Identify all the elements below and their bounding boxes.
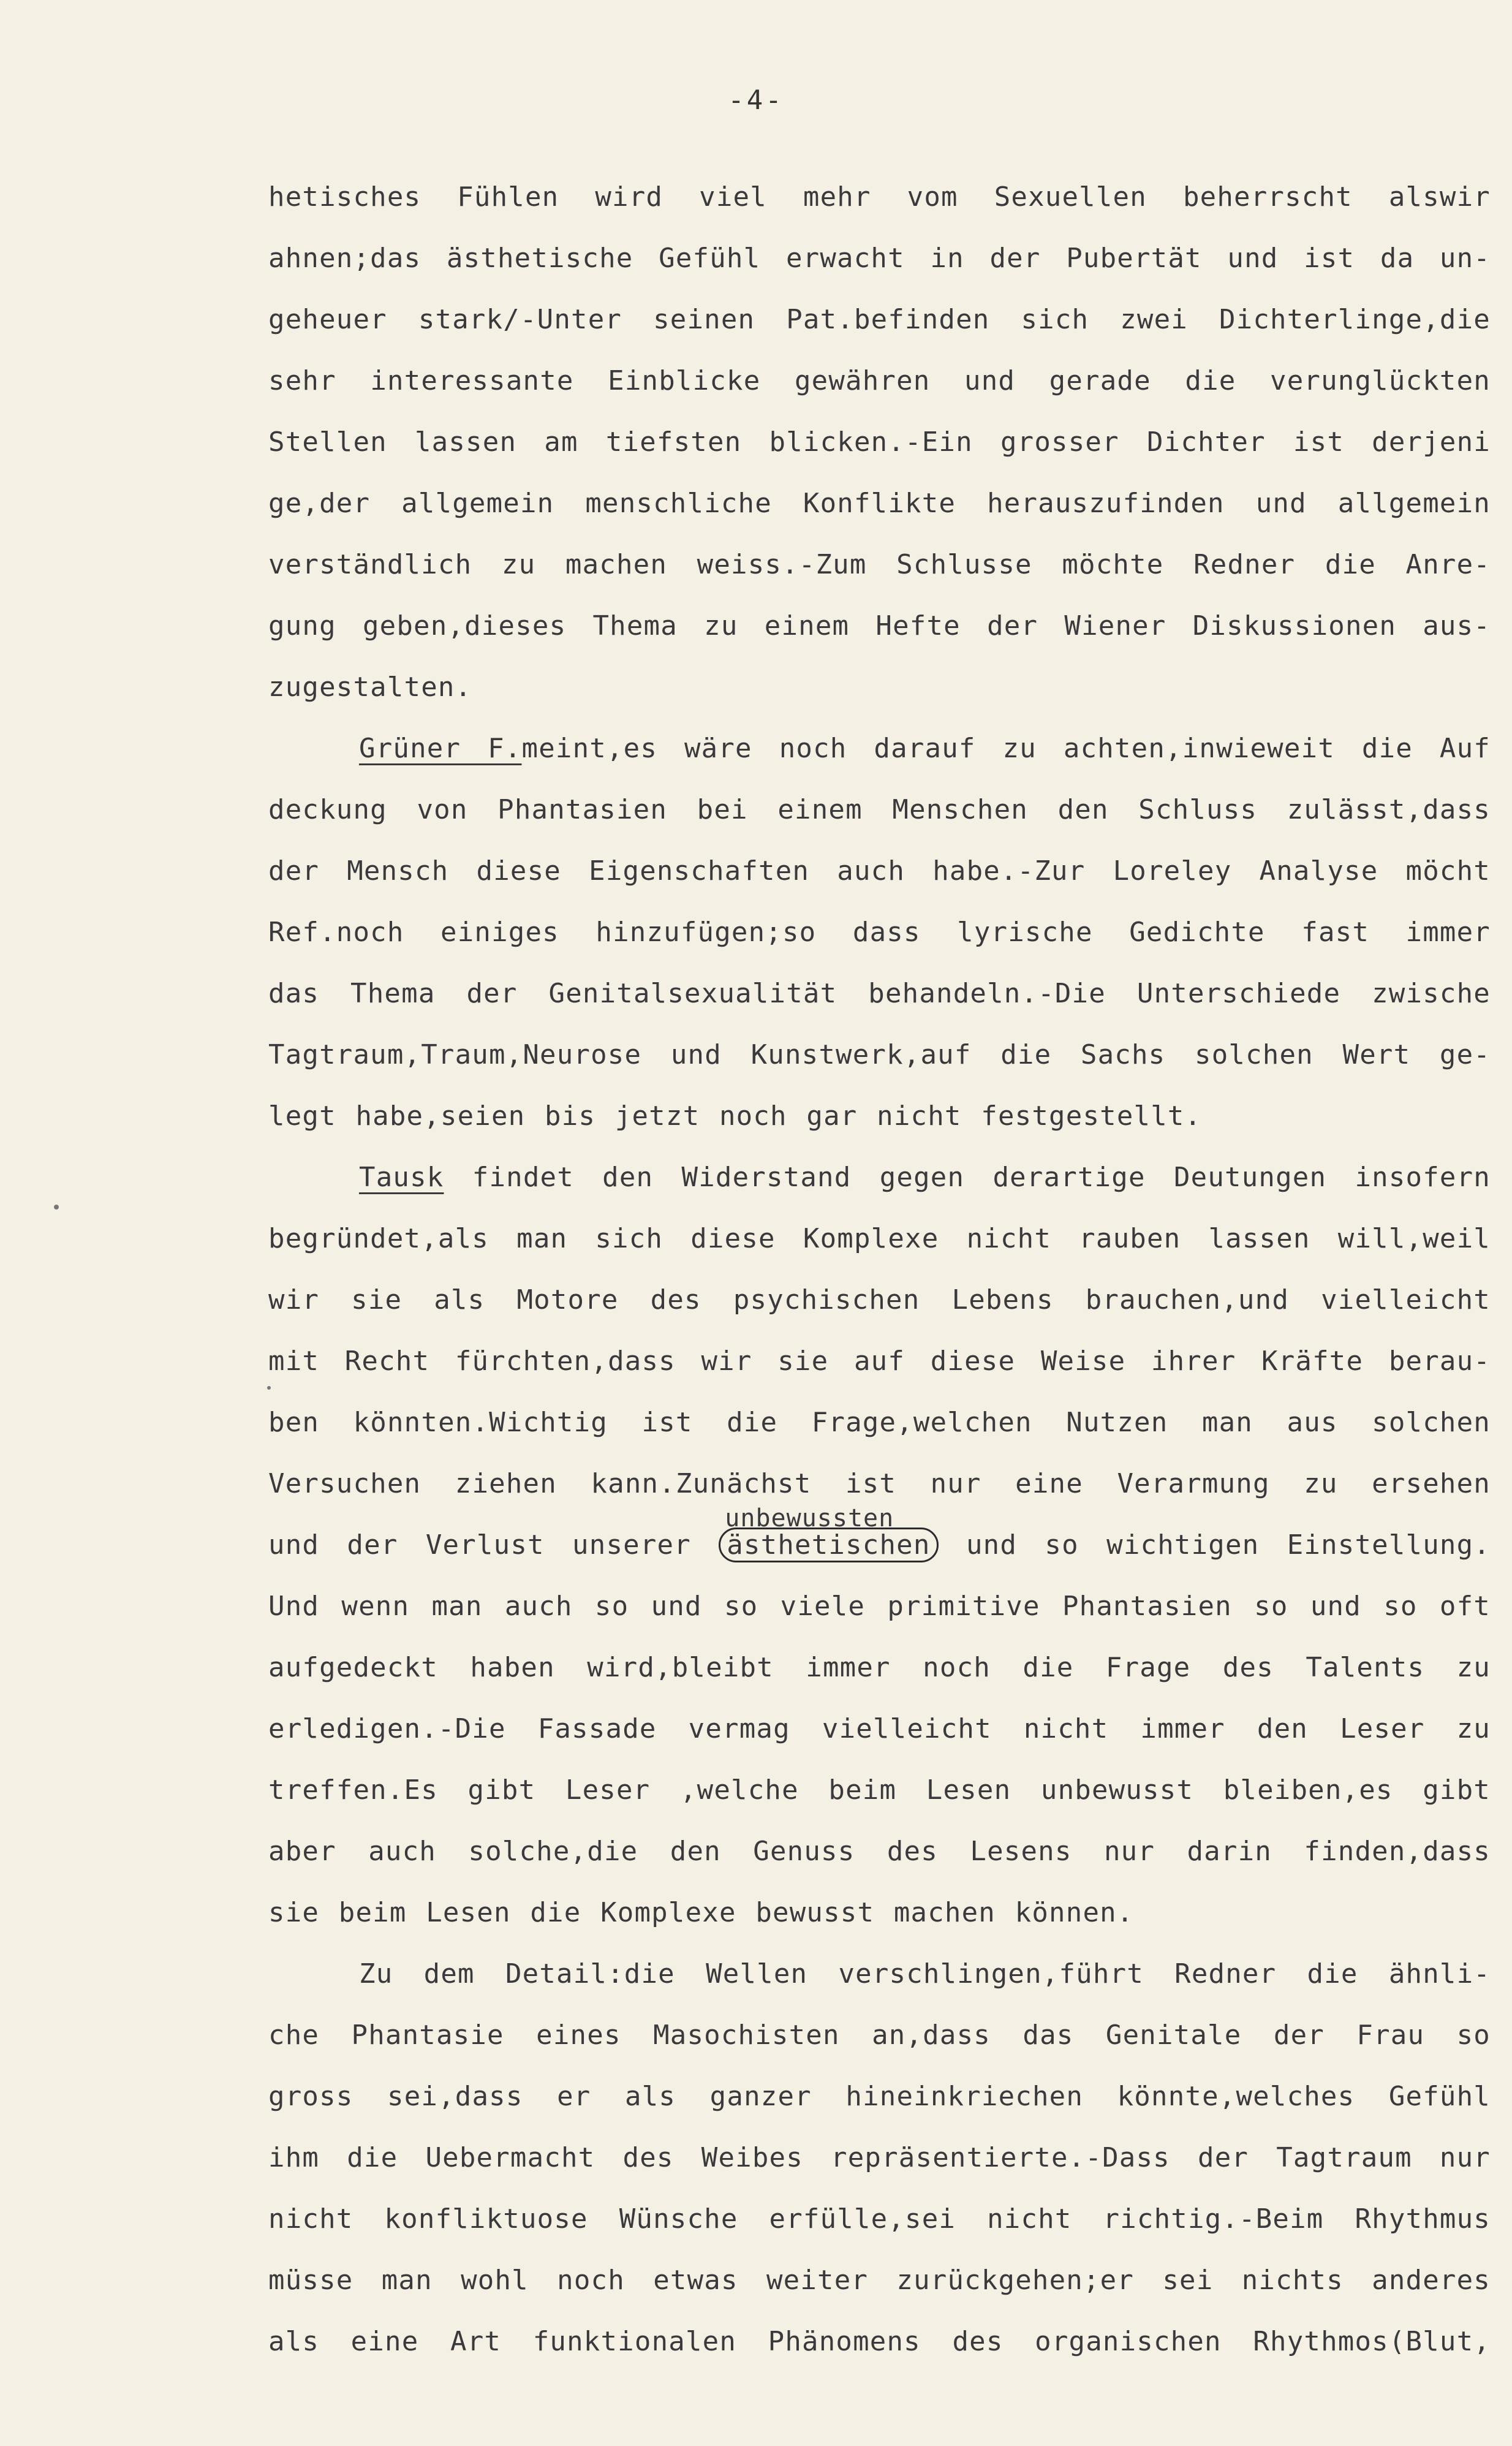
text-line	[268, 1158, 1491, 1219]
text-line: Tagtraum,Traum,Neurose und Kunstwerk,auf die Sachs solchen Wert ge-	[268, 1039, 1491, 1070]
inserted-word: unbewussten	[725, 1504, 894, 1532]
text-line: zugestalten.	[268, 672, 472, 703]
text-line: erledigen.-Die Fassade vermag vielleicht nicht immer den Leser zu	[268, 1713, 1491, 1744]
text-line: nicht konfliktuose Wünsche erfülle,sei nicht richtig.-Beim Rhythmus	[268, 2203, 1491, 2235]
text-line: geheuer stark/-Unter seinen Pat.befinden sich zwei Dichterlinge,die	[268, 304, 1491, 335]
text-line: gung geben,dieses Thema zu einem Hefte der Wiener Diskussionen aus-	[268, 610, 1491, 642]
text-line-with-insertion	[268, 1504, 1491, 1587]
text-line: ihm die Uebermacht des Weibes repräsentierte.-Dass der Tagtraum nur	[268, 2142, 1491, 2173]
text-segment: findet den Widerstand gegen derartige Deutungen insofern	[472, 1162, 1491, 1193]
text-segment: und der Verlust unserer	[268, 1529, 691, 1561]
text-line: der Mensch diese Eigenschaften auch habe.-Zur Loreley Analyse möcht	[268, 855, 1491, 887]
paragraph-3	[268, 1158, 1491, 1955]
text-line: hetisches Fühlen wird viel mehr vom Sexuellen beherrscht alswir	[268, 181, 1491, 213]
text-line	[268, 729, 1491, 790]
text-line: Versuchen ziehen kann.Zunächst ist nur eine Verarmung zu ersehen	[268, 1468, 1491, 1499]
paper-spot	[54, 1205, 59, 1210]
text-line: verständlich zu machen weiss.-Zum Schlusse möchte Redner die Anre-	[268, 549, 1491, 580]
text-line: Ref.noch einiges hinzufügen;so dass lyrische Gedichte fast immer	[268, 917, 1491, 948]
text-line: aufgedeckt haben wird,bleibt immer noch die Frage des Talents zu	[268, 1652, 1491, 1683]
handwritten-correction	[719, 1504, 938, 1565]
text-line: che Phantasie eines Masochisten an,dass das Genitale der Frau so	[268, 2020, 1491, 2051]
circled-word: ästhetischen	[719, 1528, 938, 1562]
text-line: das Thema der Genitalsexualität behandeln.-Die Unterschiede zwische	[268, 978, 1491, 1009]
text-line: ahnen;das ästhetische Gefühl erwacht in der Pubertät und ist da un-	[268, 243, 1491, 274]
text-line: müsse man wohl noch etwas weiter zurückgehen;er sei nichts anderes	[268, 2265, 1491, 2296]
text-line: treffen.Es gibt Leser ,welche beim Lesen unbewusst bleiben,es gibt	[268, 1774, 1491, 1806]
text-segment: und so wichtigen Einstellung.	[966, 1529, 1491, 1561]
text-line: wir sie als Motore des psychischen Lebens brauchen,und vielleicht	[268, 1284, 1491, 1316]
text-line: legt habe,seien bis jetzt noch gar nicht festgestellt.	[268, 1100, 1202, 1132]
text-line: Zu dem Detail:die Wellen verschlingen,führt Redner die ähnli-	[359, 1958, 1491, 1990]
page-number: -4-	[728, 85, 784, 116]
text-line: als eine Art funktionalen Phänomens des organischen Rhythmos(Blut,	[268, 2326, 1491, 2357]
body-text	[268, 178, 1491, 2384]
text-line: gross sei,dass er als ganzer hineinkriechen könnte,welches Gefühl	[268, 2081, 1491, 2112]
text-segment: meint,es wäre noch darauf zu achten,inwieweit die Auf	[521, 733, 1491, 764]
text-line: Stellen lassen am tiefsten blicken.-Ein grosser Dichter ist derjeni	[268, 426, 1491, 458]
text-line: sie beim Lesen die Komplexe bewusst machen können.	[268, 1897, 1134, 1928]
paragraph-4	[268, 1955, 1491, 2384]
text-line: aber auch solche,die den Genuss des Lesens nur darin finden,dass	[268, 1836, 1491, 1867]
speaker-name: Tausk	[359, 1162, 444, 1193]
text-line: deckung von Phantasien bei einem Menschen den Schluss zulässt,dass	[268, 794, 1491, 825]
text-line: Und wenn man auch so und so viele primitive Phantasien so und so oft	[268, 1591, 1491, 1622]
text-line: begründet,als man sich diese Komplexe nicht rauben lassen will,weil	[268, 1223, 1491, 1254]
text-line: mit Recht fürchten,dass wir sie auf diese Weise ihrer Kräfte berau-	[268, 1346, 1491, 1377]
paragraph-1	[268, 178, 1491, 729]
text-line: ben könnten.Wichtig ist die Frage,welchen Nutzen man aus solchen	[268, 1407, 1491, 1438]
paragraph-2	[268, 729, 1491, 1158]
text-line: ge,der allgemein menschliche Konflikte herauszufinden und allgemein	[268, 488, 1491, 519]
speaker-name: Grüner F.	[359, 733, 522, 764]
text-line: sehr interessante Einblicke gewähren und gerade die verunglückten	[268, 365, 1491, 396]
